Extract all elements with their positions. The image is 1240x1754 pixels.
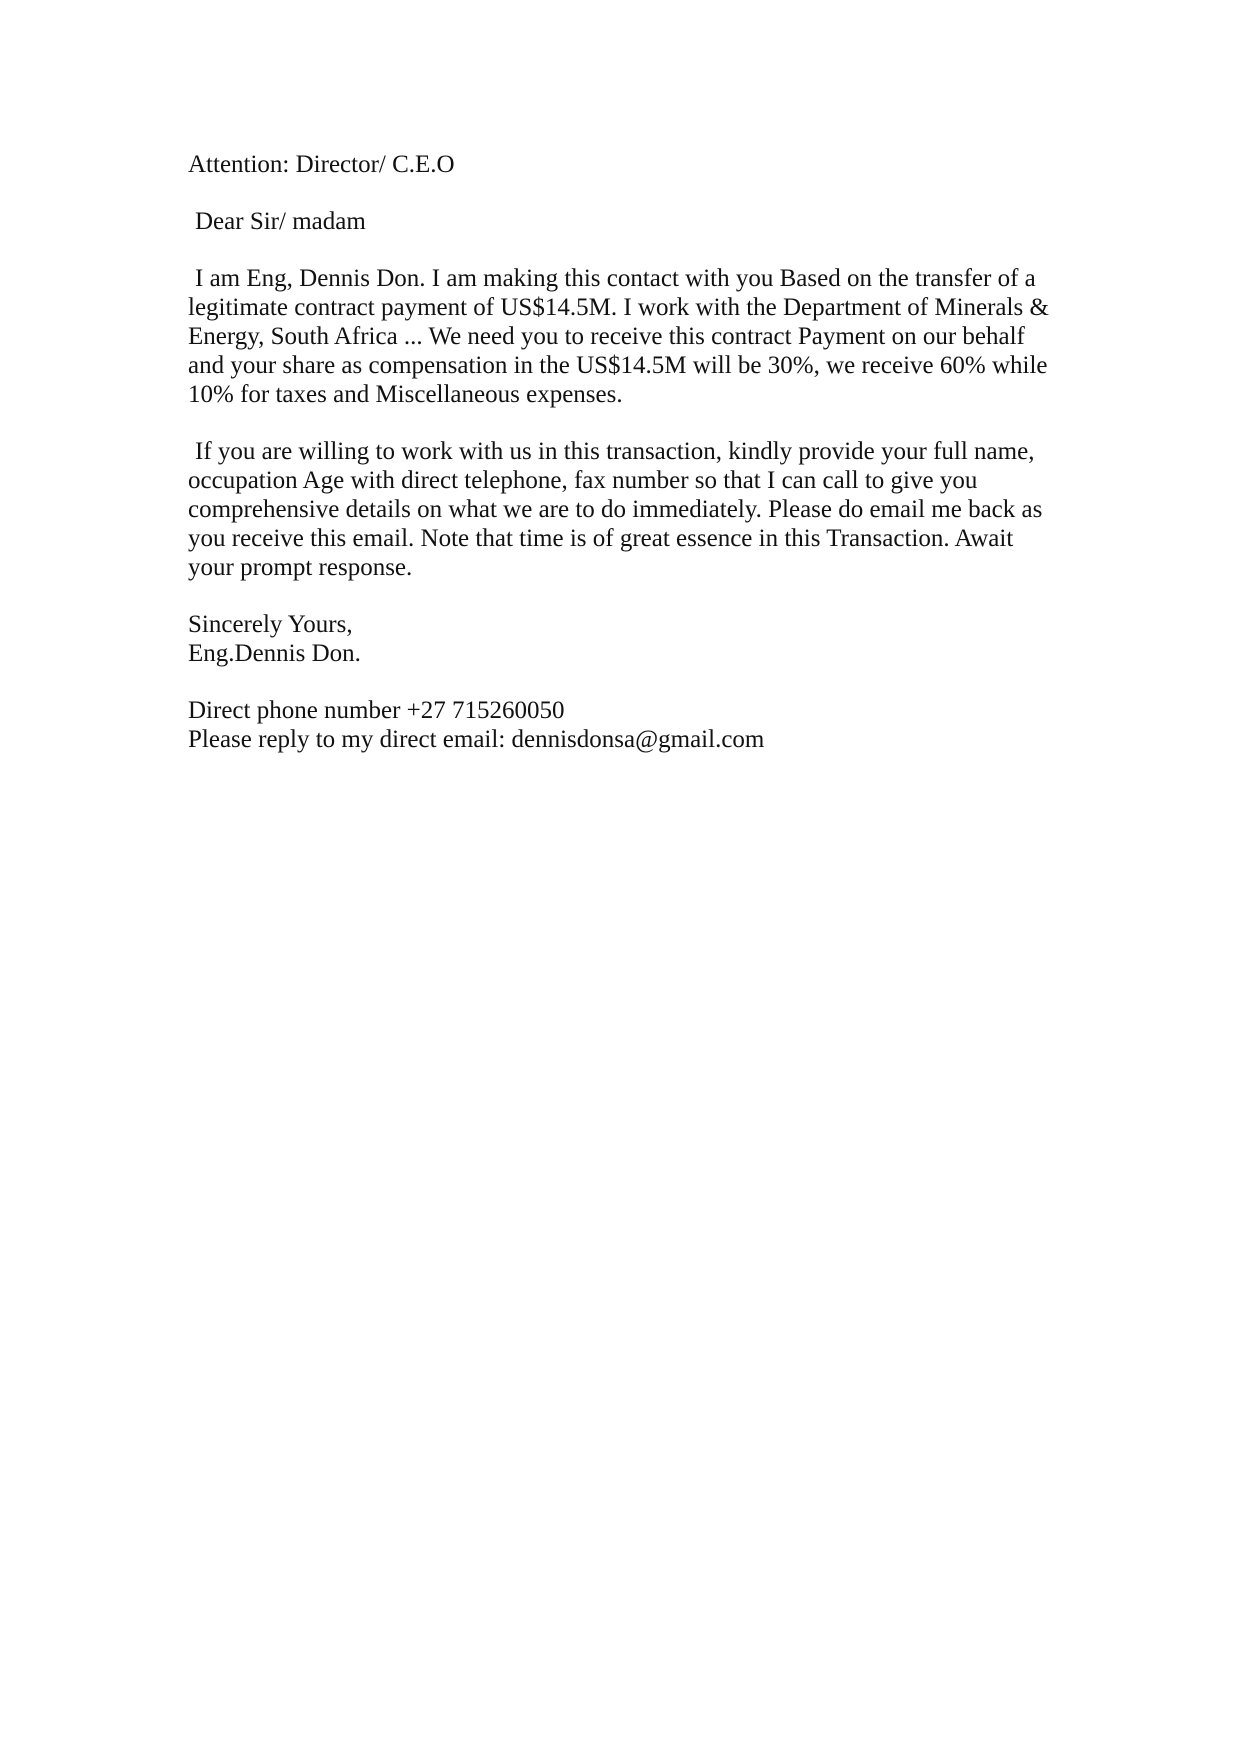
- email-line: Please reply to my direct email: dennisdonsa@gmail.com: [188, 726, 765, 753]
- attention-line: [188, 150, 1068, 179]
- paragraph-introduction: [188, 264, 1068, 409]
- salutation-text: Dear Sir/ madam: [195, 208, 366, 235]
- spacer: [188, 582, 1068, 610]
- spacer: [188, 668, 1068, 696]
- paragraph-line: your prompt response.: [188, 554, 413, 581]
- paragraph-line: and your share as compensation in the US$14.5M will be 30%, we receive 60% while: [188, 352, 1048, 379]
- spacer: [188, 236, 1068, 264]
- contact-block: [188, 696, 1068, 754]
- paragraph-request: [188, 437, 1068, 582]
- spacer: [188, 179, 1068, 207]
- paragraph-line: comprehensive details on what we are to do immediately. Please do email me back as: [188, 496, 1043, 523]
- paragraph-line: you receive this email. Note that time is of great essence in this Transaction. Await: [188, 525, 1014, 552]
- paragraph-line: 10% for taxes and Miscellaneous expenses.: [188, 381, 623, 408]
- closing-block: [188, 610, 1068, 668]
- paragraph-line: I am Eng, Dennis Don. I am making this contact with you Based on the transfer of a: [195, 265, 1036, 292]
- letter-body: [188, 150, 1068, 754]
- signature-text: Eng.Dennis Don.: [188, 640, 361, 667]
- phone-line: Direct phone number +27 715260050: [188, 697, 565, 724]
- spacer: [188, 409, 1068, 437]
- paragraph-line: legitimate contract payment of US$14.5M. I work with the Department of Minerals &: [188, 294, 1049, 321]
- salutation: [188, 207, 1068, 236]
- paragraph-line: occupation Age with direct telephone, fax number so that I can call to give you: [188, 467, 978, 494]
- paragraph-line: Energy, South Africa ... We need you to receive this contract Payment on our behalf: [188, 323, 1025, 350]
- attention-text: Attention: Director/ C.E.O: [188, 151, 455, 178]
- paragraph-line: If you are willing to work with us in this transaction, kindly provide your full name,: [195, 438, 1035, 465]
- closing-text: Sincerely Yours,: [188, 611, 353, 638]
